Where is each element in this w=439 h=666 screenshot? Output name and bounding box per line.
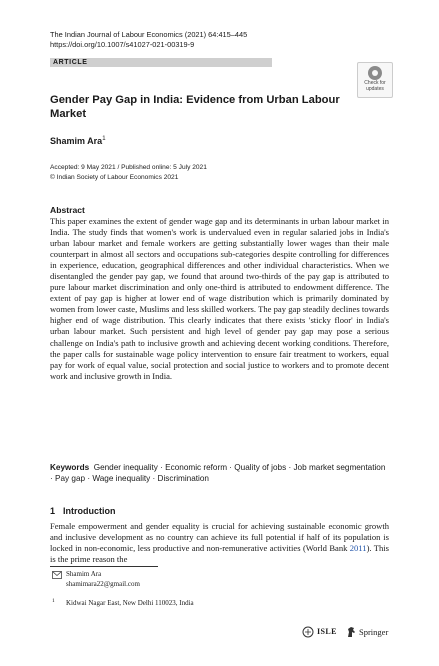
isle-logo-icon: [302, 626, 314, 638]
section-number: 1: [50, 506, 56, 516]
accepted-published-line: Accepted: 9 May 2021 / Published online: 5 July 2021: [50, 164, 207, 171]
keywords-block: [50, 462, 389, 484]
author-email-link[interactable]: shamimara22@gmail.com: [66, 579, 140, 588]
introduction-text: [50, 521, 389, 565]
author-line: [50, 136, 106, 146]
section-heading-introduction: [50, 506, 116, 516]
paper-title: Gender Pay Gap in India: Evidence from Urban Labour Market: [50, 94, 340, 120]
keywords-list: Gender inequality · Economic reform · Quality of jobs · Job market segmentation · Pay gap · Wage inequality · Discrimination: [50, 463, 386, 483]
footnote-author-name: Shamim Ara: [66, 570, 102, 578]
journal-line: The Indian Journal of Labour Economics (2021) 64:415–445: [50, 30, 248, 39]
abstract-text: This paper examines the extent of gender wage gap and its determinants in urban labour market in India. The study finds that women's work is undervalued even in regular salaried jobs in India's urban labour market and female workers are getting substantially lower wages than their male counterpart in almost all sectors and occupations sub-categories despite controlling for differences in experience, education, geographical differences and other individual characteristics. When we disentangled the gender pay gap, we found that around two-thirds of the pay gap is attributed to pure labour market discrimination and only one-third is attributed to endowment difference. The extent of pay gap is higher at lower end of wage distribution which is primarily dominated by women from lower caste, Muslims and less skilled workers. The pay gap steadily declines towards higher end of wage distribution. This clearly indicates that there exists 'sticky floor' in India's urban labour market. Such persistent and high level of gender pay gap may pose a serious challenge on India's path to inclusive growth and achieving decent working conditions. Therefore, the paper calls for sustainable wage policy intervention to ensure fair treatment to workers, equal pay for work of equal value, social protection and social justice to workers and to promote decent work and inclusive growth in India.: [50, 216, 389, 381]
journal-citation: [50, 30, 247, 50]
intro-text-part2: ). This is the prime reason the: [50, 543, 389, 564]
author-name[interactable]: Shamim Ara: [50, 136, 103, 146]
abstract-heading: Abstract: [50, 205, 85, 215]
article-type-label: ARTICLE: [53, 59, 88, 66]
copyright-line: © Indian Society of Labour Economics 2021: [50, 173, 179, 181]
check-for-updates-badge[interactable]: [357, 62, 393, 98]
springer-logo-text: Springer: [359, 627, 389, 637]
check-for-updates-line1: Check for: [364, 80, 386, 86]
check-for-updates-line2: updates: [366, 85, 384, 92]
affiliation-number: 1: [52, 598, 55, 604]
doi-link[interactable]: https://doi.org/10.1007/s41027-021-00319-9: [50, 40, 195, 49]
publication-dates: [50, 163, 207, 182]
section-title: Introduction: [63, 506, 116, 516]
intro-text-part1: Female empowerment and gender equality is crucial for achieving sustainable economic growth and inclusive development as no country can achieve its full potential if half of its population is locked in non-economic, less productive and non-remunerative activities (World Bank: [50, 521, 389, 553]
citation-link[interactable]: 2011: [349, 543, 367, 553]
crossmark-icon: [368, 66, 382, 80]
footnote-divider: [50, 566, 158, 567]
springer-horse-icon: [346, 626, 357, 638]
keywords-label: Keywords: [50, 463, 90, 472]
corresponding-author: [66, 570, 140, 589]
affiliation-address: Kidwai Nagar East, New Delhi 110023, India: [66, 599, 194, 607]
isle-logo-text: ISLE: [317, 627, 337, 636]
envelope-icon: [52, 571, 62, 582]
author-affiliation-mark: 1: [102, 136, 106, 142]
